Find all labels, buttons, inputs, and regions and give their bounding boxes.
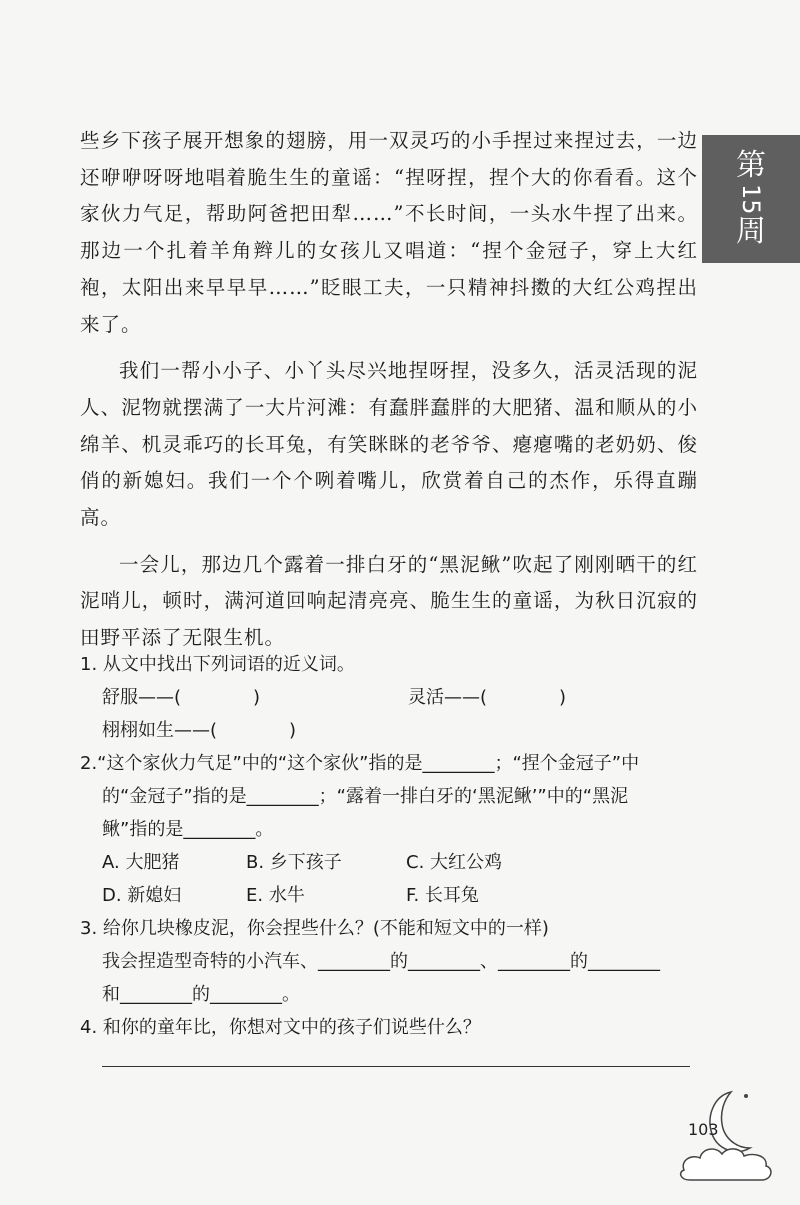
option-b: B. 乡下孩子 xyxy=(246,852,342,873)
option-d: D. 新媳妇 xyxy=(102,885,182,906)
passage-paragraph-1: 些乡下孩子展开想象的翅膀，用一双灵巧的小手捏过来捏过去，一边还咿咿呀呀地唱着脆生生的童谣：“捏呀捏，捏个大的你看看。这个家伙力气足，帮助阿爸把田犁……”不长时间，一头水牛捏了出来。那边一个扎着羊角辫儿的女孩儿又唱道：“捏个金冠子，穿上大红袍，太阳出来早早早……”眨眼工夫，一只精神抖擞的大红公鸡捏出来了。 xyxy=(80,129,698,336)
question-2-line-2: 的“金冠子”指的是________；“露着一排白牙的‘黑泥鳅’”中的“黑泥 xyxy=(102,786,629,807)
question-3-line-2: 和________的________。 xyxy=(102,984,300,1005)
question-1-row-1 xyxy=(80,681,698,714)
question-list xyxy=(80,648,698,1067)
question-2-options xyxy=(80,846,698,912)
question-2-line-1: 2.“这个家伙力气足”中的“这个家伙”指的是________；“捏个金冠子”中 xyxy=(80,753,640,774)
question-4-title: 4. 和你的童年比，你想对文中的孩子们说些什么？ xyxy=(80,1017,481,1038)
synonym-item-lifelike: 栩栩如生——( ) xyxy=(102,720,297,741)
synonym-item-comfortable: 舒服——( ) xyxy=(102,687,261,708)
week-tab-char-zhou: 周 xyxy=(736,214,766,250)
reading-passage xyxy=(80,123,698,667)
answer-line xyxy=(102,1056,690,1067)
question-3-title: 3. 给你几块橡皮泥，你会捏些什么？(不能和短文中的一样) xyxy=(80,918,549,939)
question-3-line-1: 我会捏造型奇特的小汽车、________的________、________的________ xyxy=(102,951,660,972)
week-tab-char-di: 第 xyxy=(736,147,766,183)
option-f: F. 长耳兔 xyxy=(406,885,479,906)
passage-paragraph-2: 我们一帮小小子、小丫头尽兴地捏呀捏，没多久，活灵活现的泥人、泥物就摆满了一大片河滩：有蠢胖蠢胖的大肥猪、温和顺从的小绵羊、机灵乖巧的长耳兔，有笑眯眯的老爷爷、瘪瘪嘴的老奶奶、俊俏的新媳妇。我们一个个咧着嘴儿，欣赏着自己的杰作，乐得直蹦高。 xyxy=(80,359,698,530)
option-c: C. 大红公鸡 xyxy=(406,852,503,873)
passage-paragraph-3: 一会儿，那边几个露着一排白牙的“黑泥鳅”吹起了刚刚晒干的红泥哨儿，顿时，满河道回响起清亮亮、脆生生的童谣，为秋日沉寂的田野平添了无限生机。 xyxy=(80,552,698,650)
option-a: A. 大肥猪 xyxy=(102,852,180,873)
synonym-item-agile: 灵活——( ) xyxy=(408,687,567,708)
page-number: 103 xyxy=(688,1120,719,1139)
option-e: E. 水牛 xyxy=(246,885,305,906)
question-2-line-3: 鳅”指的是________。 xyxy=(102,819,274,840)
question-1-title: 1. 从文中找出下列词语的近义词。 xyxy=(80,654,355,675)
week-tab-number: 15 xyxy=(737,183,765,215)
week-tab xyxy=(702,135,800,263)
